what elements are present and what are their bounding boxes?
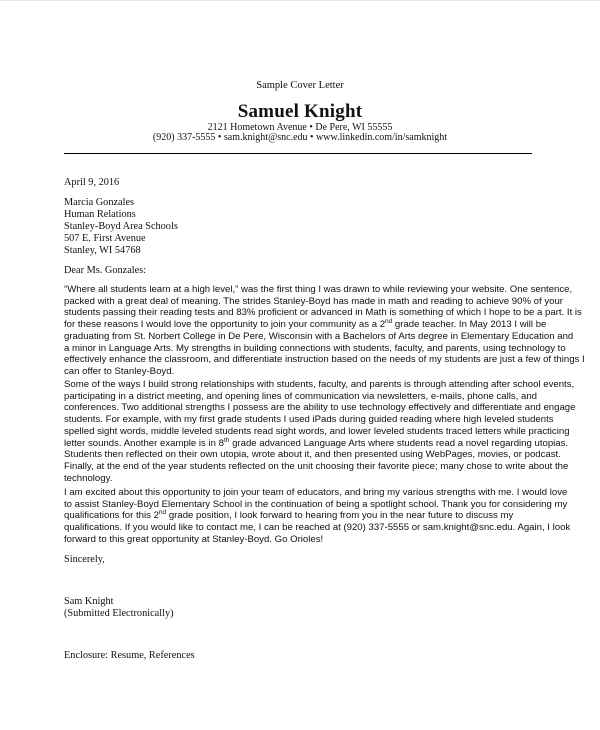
closing: Sincerely,	[64, 554, 105, 565]
recipient-name: Marcia Gonzales	[64, 197, 135, 208]
paragraph-line: “Where all students learn at a high level,” was the first thing I was drawn to while reviewing your website. One sentence,	[64, 284, 573, 295]
paragraph-line: effectively enhance the classroom, and differentiate instruction based on the needs of my students are just a few of things I	[64, 354, 585, 366]
paragraph-line: packed with a great deal of meaning. The strides Stanley-Boyd has made in math and reading to achieve 90% of your	[64, 295, 563, 307]
signature-name: Sam Knight	[64, 596, 114, 607]
paragraph-line: letter sounds. Another example is in 8th grade advanced Language Arts where students read a novel regarding utopias.	[64, 436, 569, 449]
paragraph-line: Students then reflected on their own utopia, wrote about it, and then presented using WebPages, movies, or podcast.	[64, 449, 561, 461]
recipient-street: 507 E. First Avenue	[64, 233, 146, 244]
recipient-department: Human Relations	[64, 209, 136, 220]
header-divider	[64, 153, 532, 154]
paragraph-line: forward to this great opportunity at Stanley-Boyd. Go Orioles!	[64, 533, 324, 545]
paragraph-line: conferences. Two additional strengths I possess are the ability to use technology effectively and differentiate and engage	[64, 402, 576, 414]
paragraph-line: a minor in Language Arts. My strengths in building connections with students, faculty, and parents, using technology to	[64, 342, 566, 354]
paragraph-line: qualifications. If you would like to contact me, I can be reached at (920) 337-5555 or sam.knight@snc.edu. Again, I look	[64, 522, 571, 534]
paragraph-closing	[64, 487, 571, 546]
document-title: Sample Cover Letter	[256, 80, 344, 91]
recipient-city: Stanley, WI 54768	[64, 245, 141, 256]
salutation: Dear Ms. Gonzales:	[64, 265, 147, 276]
paragraph-line: can offer to Stanley-Boyd.	[64, 365, 175, 377]
signature-note: (Submitted Electronically)	[64, 608, 174, 619]
letter-date: April 9, 2016	[64, 177, 120, 188]
paragraph-intro	[64, 284, 585, 378]
paragraph-line: students. For example, with my first grade students I used iPads during guided reading where high leveled students	[64, 414, 554, 426]
paragraph-line: qualifications for this 2nd grade position, I look forward to hearing from you in the near future to discuss my	[64, 509, 514, 522]
applicant-contact: (920) 337-5555 • sam.knight@snc.edu • www.linkedin.com/in/samknight	[152, 132, 448, 143]
applicant-address: 2121 Hometown Avenue • De Pere, WI 55555	[207, 122, 393, 133]
enclosure-line: Enclosure: Resume, References	[64, 650, 195, 661]
paragraph-line: students passing their reading tests and 83% proficient or advanced in Math is something of which I hope to be a part. It is	[64, 307, 582, 319]
paragraph-line: Finally, at the end of the year students reflected on the unit choosing their favorite piece; many chose to write about the	[64, 460, 569, 472]
paragraph-line: technology.	[64, 472, 113, 484]
paragraph-strengths	[64, 379, 576, 484]
paragraph-line: graduating from St. Norbert College in De Pere, Wisconsin with a Bachelors of Arts degree in Elementary Education and	[64, 330, 574, 342]
paragraph-line: spelled sight words, middle leveled students read sight words, and lower leveled students traced letters while practicing	[64, 425, 570, 437]
recipient-organization: Stanley-Boyd Area Schools	[64, 221, 178, 232]
paragraph-line: for these reasons I would love the opportunity to join your community as a 2nd grade teacher. In May 2013 I will be	[64, 317, 547, 331]
paragraph-line: I am excited about this opportunity to join your team of educators, and bring my various strengths with me. I would love	[64, 487, 568, 498]
paragraph-line: Some of the ways I build strong relationships with students, faculty, and parents is through attending after school events,	[64, 379, 575, 390]
paragraph-line: participating in a district meeting, and opening lines of communication via newsletters, e-mails, phone calls, and	[64, 390, 538, 402]
applicant-name: Samuel Knight	[237, 101, 363, 122]
paragraph-line: to assist Stanley-Boyd Elementary School in the continuation of being a spotlight school. Thank you for considering my	[64, 498, 568, 510]
